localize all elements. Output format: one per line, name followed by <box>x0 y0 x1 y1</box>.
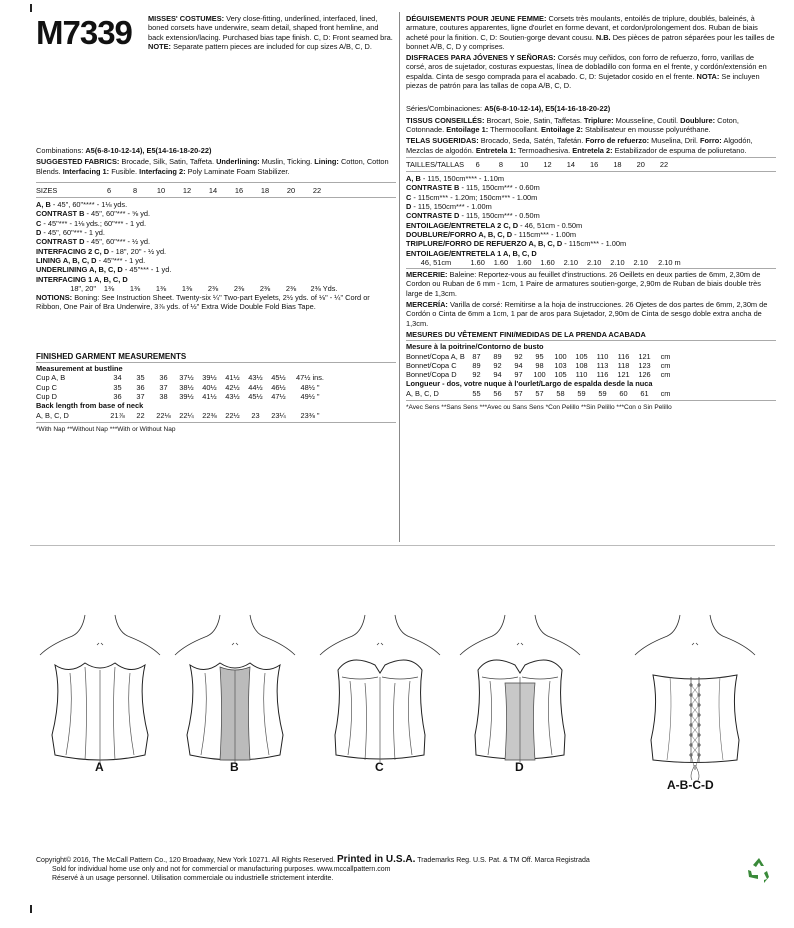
bust-row <box>36 392 396 401</box>
view-label-d: D <box>515 760 524 774</box>
cell: 108 <box>575 360 588 370</box>
size: 6 <box>475 159 480 169</box>
row-label: Cup D <box>36 391 57 401</box>
size: 18 <box>260 185 270 195</box>
combinations-label: Combinations: <box>36 146 84 155</box>
combinations <box>36 146 396 155</box>
size: 10 <box>520 159 529 169</box>
row-label: Cup C <box>36 382 57 392</box>
view-a-drawing <box>40 615 160 763</box>
note-text: Separate pattern pieces are included for cup sizes A/B, C, D. <box>173 41 372 51</box>
cell: 59 <box>577 388 586 398</box>
cell: 41½ <box>225 373 240 383</box>
row-label: Bonnet/Copa C <box>406 360 457 370</box>
cell: 89 <box>472 360 481 370</box>
cell: 21⅞ <box>110 410 125 420</box>
view-d-drawing <box>460 615 580 762</box>
yardage-text: - 115, 150cm*** - 0.60m <box>461 183 540 193</box>
size: 8 <box>132 185 138 195</box>
series-value: A5(6-8-10-12-14), E5(14-16-18-20-22) <box>484 104 611 114</box>
yardage-label: ENTOILAGE/ENTRETELA 1 A, B, C, D <box>406 248 537 258</box>
cell: 36 <box>113 391 122 401</box>
yardage-text: - 115, 150cm**** - 1.10m <box>422 174 505 184</box>
bust-row <box>36 383 396 392</box>
back-view-drawing <box>635 615 755 780</box>
yardage-text: - 45"*** - 1⅛ yds.; 60"*** - 1 yd. <box>43 218 147 228</box>
size: 6 <box>106 185 112 195</box>
cell: 59 <box>598 388 607 398</box>
size: 22 <box>312 185 322 195</box>
cell: 92 <box>472 370 481 380</box>
interfacing2-value: Poly Laminate Foam Stabilizer. <box>187 166 290 176</box>
notions <box>36 293 396 312</box>
yardage-label: D <box>36 228 42 238</box>
telas-value: Brocado, Seda, Satén, Tafetán. <box>480 136 584 146</box>
yardage-row <box>406 193 776 202</box>
cell: 121 <box>617 370 630 380</box>
back-row <box>36 411 396 420</box>
lining-label: Lining: <box>314 157 339 167</box>
yardage-text: - 45", 60"*** - 1 yd. <box>43 228 105 238</box>
yardage-text: - 45"*** - 1 yd. <box>124 265 172 275</box>
cell: 22¼ <box>179 410 194 420</box>
view-label-c: C <box>375 760 384 774</box>
value: 2⅜ <box>207 283 219 293</box>
bust-row <box>36 373 396 382</box>
yardage-row <box>36 219 396 228</box>
cell: 36 <box>136 382 145 392</box>
mercerie <box>406 270 776 298</box>
tailles-label: TAILLES/TALLAS <box>406 159 465 169</box>
divider <box>406 400 776 401</box>
bust-row <box>406 352 776 361</box>
yardage-row <box>406 230 776 239</box>
yardage-row <box>36 209 396 218</box>
view-label-b: B <box>230 760 239 774</box>
divider <box>36 197 396 198</box>
cell: 98 <box>535 360 544 370</box>
cell: 46½ <box>271 382 286 392</box>
view-c-drawing <box>320 615 440 762</box>
footer <box>36 855 590 883</box>
underlining-label: Underlining: <box>216 157 260 167</box>
cell: 89 <box>493 351 502 361</box>
yardage-label: INTERFACING 1 A, B, C, D <box>36 274 128 284</box>
cell: 37½ <box>179 373 194 383</box>
cell: 118 <box>617 360 630 370</box>
value: 1⅜ <box>103 283 115 293</box>
tissus-value: Brocart, Soie, Satin, Taffetas. <box>486 115 582 125</box>
back-length-label: Back length from base of neck <box>36 401 144 411</box>
cell: 47½ <box>271 391 286 401</box>
yardage-row <box>406 249 776 258</box>
cell: 38 <box>159 391 168 401</box>
value: 2⅜ <box>259 283 271 293</box>
spanish-description <box>406 53 776 90</box>
cell: 57 <box>535 388 544 398</box>
underlining-value: Muslin, Ticking. <box>261 157 313 167</box>
divider <box>406 340 776 341</box>
cell: 37 <box>136 391 145 401</box>
cell: 44½ <box>248 382 263 392</box>
cell: 100 <box>533 370 546 380</box>
yardage-text: - 45", 60"*** - ½ yd. <box>86 237 151 247</box>
cell: cm <box>660 388 671 398</box>
cell: 22⅜ <box>202 410 217 420</box>
copyright: Copyright© 2016, The McCall Pattern Co., 120 Broadway, New York 10271. All Rights Reserved. <box>36 857 336 864</box>
yardage-label: D <box>406 202 412 212</box>
mercerie-text: Baleine: Reportez-vous au feuillet d'instructions. 26 Oeillets en deux parties de 6mm, 2,30m de Cordon ou Ruban de 6 mm - 1cm, 1 Paire de armatures soutien-gorge, 2,90m de Ruban de biais double très large de 1,3cm. <box>406 270 761 298</box>
size: 14 <box>566 159 575 169</box>
yardage-text: - 115cm*** - 1.00m <box>514 229 577 239</box>
cell: 36 <box>159 373 168 383</box>
fabrics-label: SUGGESTED FABRICS: <box>36 157 120 167</box>
bustline-label-fr: Mesure à la poitrine/Contorno de busto <box>406 342 544 352</box>
yardage-label: INTERFACING 2 C, D <box>36 246 110 256</box>
row-label: Bonnet/Copa D <box>406 370 457 380</box>
entretela1-label: Entretela 1: <box>475 145 517 155</box>
finished-measurements-title: FINISHED GARMENT MEASUREMENTS <box>36 351 187 361</box>
size: 20 <box>286 185 296 195</box>
trademark: Trademarks Reg. U.S. Pat. & TM Off. Marca Registrada <box>417 857 590 864</box>
spanish-note: Se incluyen piezas de patrón para las tallas de copa A/B, C, D. <box>406 71 760 91</box>
interfacing-widths: 18", 20" <box>70 283 96 293</box>
yardage-label: C <box>406 192 412 202</box>
yardage-text: - 115cm*** - 1.20m; 150cm*** - 1.00m <box>413 192 538 202</box>
cell: 116 <box>596 370 609 380</box>
cell: 39½ <box>202 373 217 383</box>
yardage-label: CONTRAST D <box>36 237 85 247</box>
bustline-label: Measurement at bustline <box>36 364 123 374</box>
telas-label: TELAS SUGERIDAS: <box>406 136 479 146</box>
yardage-row <box>406 221 776 230</box>
cell: 55 <box>472 388 481 398</box>
row-label: Cup A, B <box>36 373 66 383</box>
interfacing2-label: Interfacing 2: <box>139 166 186 176</box>
french-heading: DÉGUISEMENTS POUR JEUNE FEMME: <box>406 14 547 23</box>
yardage-row <box>36 256 396 265</box>
notions-text: Boning: See Instruction Sheet. Twenty-six ¼" Two-part Eyelets, 2½ yds. of ⅛" - ¼" Cord or Ribbon, One Pair of Bra Underwire, 3⅞ yds. of ½" Extra Wide Double Fold Bias Tape. <box>36 293 370 312</box>
pattern-number: M7339 <box>36 14 132 51</box>
cell: 47½ ins. <box>296 373 324 383</box>
cell: 23 <box>251 410 260 420</box>
note-label: NOTE: <box>148 41 171 51</box>
cell: 35 <box>136 373 145 383</box>
entoilage-values-row <box>406 258 776 267</box>
sizes-label: SIZES <box>36 185 58 195</box>
interfacing1-value: Fusible. <box>111 166 138 176</box>
cell: 40½ <box>202 382 217 392</box>
suggested-fabrics <box>36 157 396 176</box>
entretela2-label: Entretela 2: <box>572 145 613 155</box>
nap-footnote-fr: *Avec Sens **Sans Sens ***Avec ou Sans Sens *Con Pelillo **Sin Pelillo ***Con o Sin Pelillo <box>406 403 672 411</box>
cell: 57 <box>514 388 523 398</box>
doublure-label: Doublure: <box>680 115 716 125</box>
interfacing1-label: Interfacing 1: <box>62 166 110 176</box>
english-column <box>36 146 396 434</box>
value: 2.10 <box>586 257 602 267</box>
view-label-back: A-B-C-D <box>667 778 714 792</box>
yardage-text: - 115, 150cm*** - 0.50m <box>461 211 540 221</box>
cell: 126 <box>638 370 651 380</box>
cell: cm <box>660 351 671 361</box>
cell: 23⅜ " <box>300 410 320 420</box>
crop-mark-top-left <box>30 4 32 12</box>
sizes-row <box>36 186 396 195</box>
cell: cm <box>660 370 671 380</box>
bust-row <box>406 370 776 379</box>
footer-line-3: Réservé à un usage personnel. Utilisation commerciale ou industrielle strictement interdite. <box>52 875 334 882</box>
costume-heading: MISSES' COSTUMES: <box>148 14 225 23</box>
size: 8 <box>498 159 503 169</box>
cell: 34 <box>113 373 122 383</box>
yardage-label: CONTRASTE B <box>406 183 460 193</box>
yardage-row <box>406 174 776 183</box>
cell: 39½ <box>179 391 194 401</box>
spanish-description-text: Corsés muy ceñidos, con forro de refuerzo, forro, varillas de corsé, aros de sujetador, costuras expuestas, línea de dobladillo con forma en el frente, y cordón/extensión en espalda. Cinta de sesgo comprada para el acabado. C, D: Sujetador cosido en el frente. <box>406 53 767 81</box>
cell: cm <box>660 360 671 370</box>
combinations-value: A5(6-8-10-12-14), E5(14-16-18-20-22) <box>85 146 212 155</box>
yardage-label: A, B <box>36 200 51 210</box>
value: 1.60 <box>517 257 532 267</box>
value: 2⅜ <box>233 283 245 293</box>
back-length-label-fr: Longueur - dos, votre nuque à l'ourlet/Largo de espalda desde la nuca <box>406 379 653 389</box>
forro-ref-label: Forro de refuerzo: <box>585 136 650 146</box>
lining-value: Cotton, Cotton Blends. <box>36 157 389 176</box>
value: 2⅜ Yds. <box>310 283 338 293</box>
cell: 38½ <box>179 382 194 392</box>
cell: 43½ <box>225 391 240 401</box>
french-column <box>406 14 776 412</box>
finished-measurements-title-fr: MESURES DU VÊTEMENT FINI/MEDIDAS DE LA PRENDA ACABADA <box>406 329 646 339</box>
cell: 121 <box>638 351 651 361</box>
series-label: Séries/Combinaciones: <box>406 104 482 114</box>
entoilage2-label: Entoilage 2: <box>541 124 583 134</box>
triplure-value: Mousseline, Coutil. <box>615 115 679 125</box>
spanish-heading: DISFRACES PARA JÓVENES Y SEÑORAS: <box>406 53 556 63</box>
spacer <box>36 314 396 352</box>
yardage-row <box>36 247 396 256</box>
french-description <box>406 14 776 51</box>
footer-line-1 <box>36 855 590 865</box>
spanish-note-label: NOTA: <box>696 71 720 81</box>
size: 16 <box>234 185 244 195</box>
cell: 100 <box>554 351 567 361</box>
yardage-row <box>36 237 396 246</box>
entretela2-value: Estabilizador de espuma de poliuretano. <box>614 145 747 155</box>
cell: 22½ <box>225 410 240 420</box>
row-label: A, B, C, D <box>406 388 439 398</box>
yardage-text: - 18", 20" - ½ yd. <box>111 246 167 256</box>
size: 12 <box>543 159 552 169</box>
tissus-label: TISSUS CONSEILLÉS: <box>406 115 485 125</box>
size: 18 <box>613 159 622 169</box>
yardage-row <box>36 265 396 274</box>
cell: 45½ <box>248 391 263 401</box>
cell: 113 <box>596 360 609 370</box>
cell: 87 <box>472 351 481 361</box>
tailles-row <box>406 160 776 169</box>
printed-in: Printed in U.S.A. <box>337 854 416 865</box>
row-label: A, B, C, D <box>36 410 69 420</box>
cell: 97 <box>514 370 523 380</box>
cell: 58 <box>556 388 565 398</box>
value: 1⅜ <box>181 283 193 293</box>
divider <box>36 182 396 183</box>
french-note: Des pièces de patron séparées pour les tailles de bonnet A/B, C, D y comprises. <box>406 32 775 51</box>
yardage-label: CONTRAST B <box>36 209 85 219</box>
cell: 23¼ <box>271 410 286 420</box>
yardage-row <box>406 239 776 248</box>
triplure-label: Triplure: <box>584 115 614 125</box>
value: 1⅜ <box>129 283 141 293</box>
forro-value: Algodón, Mezclas de algodón. <box>406 136 753 155</box>
costume-description: Very close-fitting, underlined, interfaced, lined, boned corsets have underwire, seam detail, shaped front hemline, and back extension/lacing. Purchased bias tape finish. C, D: Front seamed bra. <box>148 14 393 42</box>
cell: 42½ <box>225 382 240 392</box>
divider <box>406 171 776 172</box>
cell: 110 <box>575 370 588 380</box>
spacer <box>406 92 776 104</box>
merceria-text: Varilla de corsé: Remitirse a la hoja de instrucciones. 26 Ojetes de dos partes de 6mm, 2,30m de Cordón o Cinta de 6mm a 1cm, 1 par de aros para Sujetador, 2,90m de Cinta de sesgo doble extra ancha de 1,3cm. <box>406 300 768 328</box>
yardage-row <box>36 275 396 284</box>
nap-footnote: *With Nap **Without Nap ***With or Without Nap <box>36 425 176 433</box>
view-b-drawing <box>175 615 295 763</box>
cell: 41½ <box>202 391 217 401</box>
doublure-value: Coton, Cotonnade. <box>406 115 739 134</box>
size: 12 <box>182 185 192 195</box>
yardage-label: UNDERLINING A, B, C, D <box>36 265 123 275</box>
fabrics-value: Brocade, Silk, Satin, Taffeta. <box>121 157 214 167</box>
cell: 45½ <box>271 373 286 383</box>
cell: 123 <box>638 360 651 370</box>
crop-mark-bottom-left <box>30 905 32 913</box>
cell: 92 <box>493 360 502 370</box>
yardage-text: - 115cm*** - 1.00m <box>564 239 627 249</box>
section-divider <box>30 545 775 546</box>
english-description <box>148 14 394 51</box>
size: 16 <box>590 159 599 169</box>
size: 22 <box>659 159 669 169</box>
cell: 95 <box>535 351 544 361</box>
yardage-row <box>406 183 776 192</box>
entoilage-widths: 46, 51cm <box>420 257 452 267</box>
cell: 110 <box>596 351 609 361</box>
entoilage1-label: Entoilage 1: <box>446 124 489 134</box>
value: 1.60 <box>470 257 485 267</box>
yardage-label: A, B <box>406 174 421 184</box>
tissus <box>406 116 776 135</box>
yardage-label: C <box>36 218 42 228</box>
divider <box>36 362 396 363</box>
yardage-label: TRIPLURE/FORRO DE REFUERZO A, B, C, D <box>406 239 563 249</box>
mercerie-label: MERCERIE: <box>406 270 448 280</box>
notions-label: NOTIONS: <box>36 293 73 303</box>
cell: 105 <box>554 370 567 380</box>
cell: 43½ <box>248 373 263 383</box>
back-row <box>406 389 776 398</box>
cell: 22⅛ <box>156 410 171 420</box>
cell: 35 <box>113 382 122 392</box>
yardage-row <box>36 228 396 237</box>
divider <box>36 422 396 423</box>
value: 2.10 m <box>658 257 681 267</box>
size: 10 <box>156 185 166 195</box>
yardage-text: - 46, 51cm - 0.50m <box>520 220 583 230</box>
cell: 60 <box>619 388 628 398</box>
entretela1-value: Termoadhesiva. <box>518 145 571 155</box>
yardage-label: LINING A, B, C, D <box>36 255 97 265</box>
value: 1.60 <box>493 257 509 267</box>
forro-label: Forro: <box>700 136 722 146</box>
french-note-label: N.B. <box>595 32 611 42</box>
yardage-row <box>406 211 776 220</box>
cell: 103 <box>554 360 567 370</box>
value: 2⅜ <box>285 283 297 293</box>
yardage-row <box>36 200 396 209</box>
entoilage2-value: Stabilisateur en mousse polyuréthane. <box>585 124 711 134</box>
cell: 105 <box>575 351 588 361</box>
bust-row <box>406 361 776 370</box>
cell: 61 <box>640 388 649 398</box>
cell: 22 <box>136 410 145 420</box>
yardage-label: ENTOILAGE/ENTRETELA 2 C, D <box>406 220 519 230</box>
entoilage1-value: Thermocollant. <box>490 124 539 134</box>
value: 2.10 <box>563 257 579 267</box>
cell: 48½ " <box>300 382 320 392</box>
cell: 94 <box>493 370 502 380</box>
view-label-a: A <box>95 760 104 774</box>
interfacing-values-row <box>36 284 396 293</box>
cell: 92 <box>514 351 523 361</box>
size: 14 <box>208 185 218 195</box>
cell: 49½ " <box>300 391 320 401</box>
series <box>406 104 776 113</box>
telas <box>406 136 776 155</box>
value: 1⅜ <box>155 283 167 293</box>
yardage-label: CONTRASTE D <box>406 211 460 221</box>
recycle-icon <box>744 855 774 885</box>
cell: 116 <box>617 351 630 361</box>
value: 2.10 <box>633 257 648 267</box>
merceria <box>406 300 776 328</box>
french-description-text: Corsets très moulants, entoilés de triplure, doublés, baleinés, à armature, coutures apparentes, ligne d'ourlet en forme devant, et cordon/prolongement dos. Ruban de biais acheté pour la finition. C, D: Soutien-gorge devant cousu. <box>406 14 758 42</box>
value: 1.60 <box>540 257 555 267</box>
cell: 94 <box>514 360 523 370</box>
yardage-label: DOUBLURE/FORRO A, B, C, D <box>406 229 513 239</box>
divider <box>406 157 776 158</box>
footer-line-2: Sold for individual home use only and not for commercial or manufacturing purposes. www.mccallpattern.com <box>52 866 391 873</box>
cell: 56 <box>493 388 502 398</box>
cell: 37 <box>159 382 168 392</box>
row-label: Bonnet/Copa A, B <box>406 351 465 361</box>
yardage-text: - 115, 150cm*** - 1.00m <box>413 202 492 212</box>
merceria-label: MERCERÍA: <box>406 300 448 310</box>
yardage-text: - 45", 60"*** - ⅝ yd. <box>86 209 151 219</box>
value: 2.10 <box>610 257 625 267</box>
yardage-text: - 45"*** - 1 yd. <box>98 255 146 265</box>
forro-ref-value: Muselina, Dril. <box>651 136 698 146</box>
column-divider <box>399 12 400 542</box>
size: 20 <box>636 159 645 169</box>
yardage-text: - 45", 60"**** - 1⅛ yds. <box>52 200 128 210</box>
yardage-row <box>406 202 776 211</box>
divider <box>406 268 776 269</box>
